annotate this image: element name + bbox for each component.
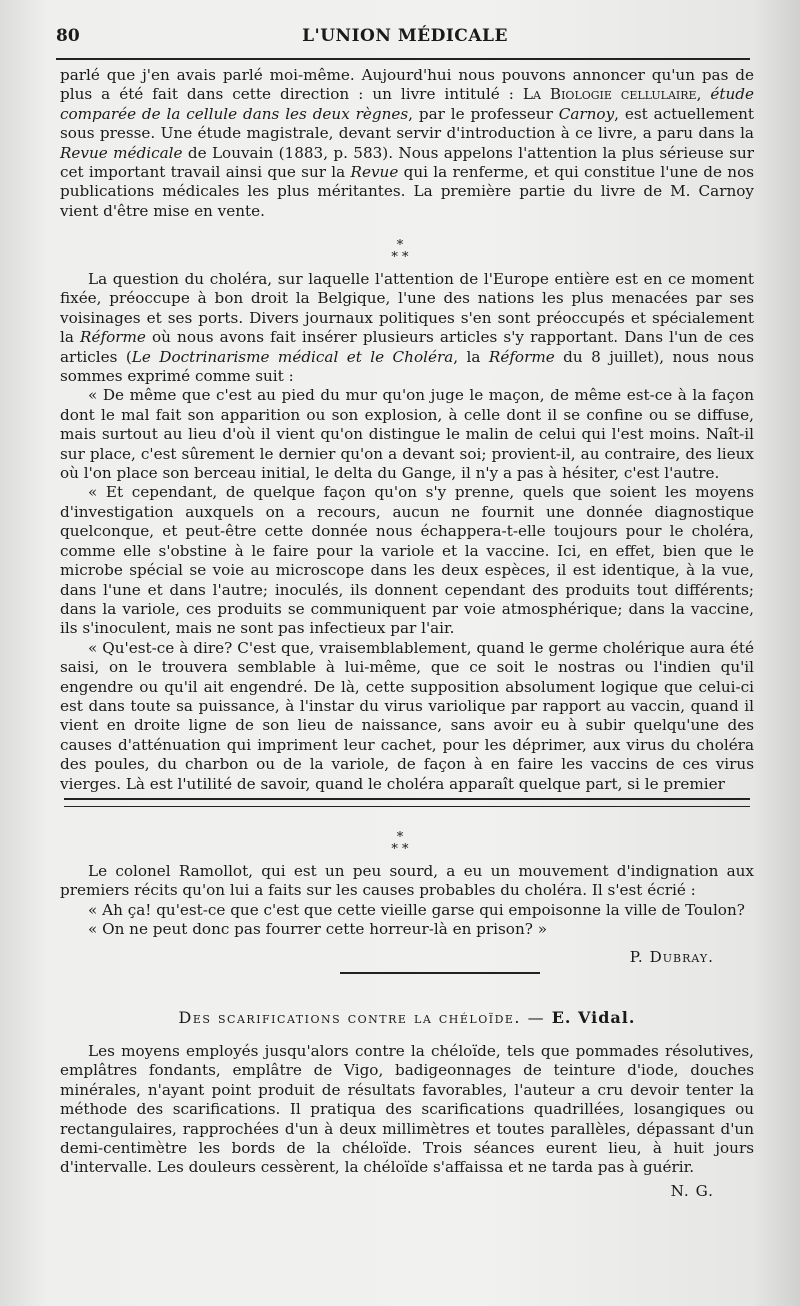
signature: N. G. — [670, 1181, 714, 1200]
signature: P. Dubray. — [629, 947, 714, 966]
page-header — [56, 22, 754, 52]
section-stars: * * * — [391, 238, 409, 265]
quote-paragraph: « Qu'est-ce à dire? C'est que, vraisemblablement, quand le germe cholérique aura été saisi, on le trouvera semblable à lui-même, que ce soit le nostras ou l'indien qu'il engendre ou qu'il ait engendré. De là, cette supposition absolument logique que celui-ci est dans toute sa puissance, à l'instar du virus variolique par rapport au vaccin, quand il vient en droite ligne de son lieu de naissance, sans avoir eu à subir quelqu'une des causes d'atténuation qui impriment leur cachet, pour les déprimer, aux virus du choléra des poules, du charbon ou de la variole, de façon à en faire les vaccins de ces virus vierges. Là est l'utilité de savoir, quand le choléra apparaît quelque part, si le premier — [60, 638, 754, 793]
anecdote-ramollot: Le colonel Ramollot, qui est un peu sourd, a eu un mouvement d'indignation aux premiers récits qu'on lui a faits sur les causes probables du choléra. Il s'est écrié : « Ah ça! qu'est-ce que c'est que cette vieille garse qui empoisonne la ville de Toulon? « On ne peut donc pas fourrer cette horreur-là en prison? » P. Dubray. — [60, 862, 754, 966]
separator-rule — [340, 972, 540, 974]
section-title: Des scarifications contre la chéloïde. — E. Vidal. — [178, 1008, 636, 1027]
page-number: 80 — [56, 26, 80, 46]
quote-paragraph: « De même que c'est au pied du mur qu'on juge le maçon, de même est-ce à la façon dont le mal fait son apparition ou son explosion, à celle dont il se confine ou se diffuse, mais surtout au lieu d'où il vient qu'on distingue le malin de celui qui l'est moins. Naît-il sur place, c'est sûrement le dernier qu'on a devant soi; provient-il, au contraire, des lieux où l'on place son berceau initial, le delta du Gange, il n'y a pas à hésiter, c'est l'autre. — [60, 386, 754, 483]
header-rule — [56, 58, 750, 60]
book-title: La Biologie cellulaire — [522, 85, 697, 104]
paragraph-carnoy: parlé que j'en avais parlé moi-même. Aujourd'hui nous pouvons annoncer qu'un pas de plus a été fait dans cette direction : un livre intitulé : La Biologie cellulaire, étude comparée de la cellule dans les deux règnes, par le professeur Carnoy, est actuellement sous presse. Une étude magistrale, devant servir d'introduction à ce livre, a paru dans la Revue médicale de Louvain (1883, p. 583). Nous appelons l'attention la plus sérieuse sur cet important travail ainsi que sur la Revue qui la renferme, et qui constitue l'une de nos publications médicales les plus méritantes. La première partie du livre de M. Carnoy vient d'être mise en vente. — [60, 66, 755, 220]
section-stars: * * * — [391, 830, 409, 857]
journal-title: L'UNION MÉDICALE — [302, 26, 508, 46]
section-author: E. Vidal. — [551, 1008, 636, 1027]
double-rule — [64, 798, 750, 807]
article-scarifications: Les moyens employés jusqu'alors contre la chéloïde, tels que pommades résolutives, emplâtres fondants, emplâtre de Vigo, badigeonnages de teinture d'iode, douches minérales, n'ayant point produit de résultats favorables, l'auteur a cru devoir tenter la méthode des scarifications. Il pratiqua des scarifications quadrillées, losangiques ou rectangulaires, rapprochées d'un à deux millimètres et toutes parallèles, dépassant d'un demi-centimètre les bords de la chéloïde. Trois séances eurent lieu, à huit jours d'intervalle. Les douleurs cessèrent, la chéloïde s'affaissa et ne tarda pas à guérir. N. G. — [60, 1042, 754, 1200]
article-cholera: La question du choléra, sur laquelle l'attention de l'Europe entière est en ce moment fixée, préoccupe à bon droit la Belgique, l'une des nations les plus menacées par ses voisinages et ses ports. Divers journaux politiques s'en sont préoccupés et spécialement la Réforme où nous avons fait insérer plusieurs articles s'y rapportant. Dans l'un de ces articles (Le Doctrinarisme médical et le Choléra, la Réforme du 8 juillet), nous nous sommes exprimé comme suit : « De même que c'est au pied du mur qu'on juge le maçon, de même est-ce à la façon dont le mal fait son apparition ou son explosion, à celle dont il se confine ou se diffuse, mais surtout au lieu d'où il vient qu'on distingue le malin de celui qui l'est moins. Naît-il sur place, c'est sûrement le dernier qu'on a devant soi; provient-il, au contraire, des lieux où l'on place son berceau initial, le delta du Gange, il n'y a pas à hésiter, c'est l'autre. « Et cependant, de quelque façon qu'on s'y prenne, quels que soient les moyens d'investigation auxquels on a recours, aucun ne fournit une donnée diagnostique quelconque, et peut-être cette donnée nous échappera-t-elle toujours pour le choléra, comme elle s'obstine à le faire pour la variole et la vaccine. Ici, en effet, bien que le microbe spécial se voie au microscope dans les deux espèces, il est identique, à la vue, dans l'une et dans l'autre; inoculés, ils donnent cependant des produits tout différents; dans la variole, ces produits se communiquent par voie atmosphérique; dans la vaccine, ils s'inoculent, mais ne sont pas infectieux par l'air. « Qu'est-ce à dire? C'est que, vraisemblablement, quand le germe cholérique aura été saisi, on le trouvera semblable à lui-même, que ce soit le nostras ou l'indien qu'il engendre ou qu'il ait engendré. De là, cette supposition absolument logique que celui-ci est dans toute sa puissance, à l'instar du virus variolique par rapport au vaccin, quand il vient en droite ligne de son lieu de naissance, sans avoir eu à subir quelqu'une des causes d'atténuation qui impriment leur cachet, pour les déprimer, aux virus du choléra des poules, du charbon ou de la variole, de façon à en faire les vaccins de ces virus vierges. Là est l'utilité de savoir, quand le choléra apparaît quelque part, si le premier — [60, 270, 754, 793]
quote-paragraph: « Et cependant, de quelque façon qu'on s'y prenne, quels que soient les moyens d'investigation auxquels on a recours, aucun ne fournit une donnée diagnostique quelconque, et peut-être cette donnée nous échappera-t-elle toujours pour le choléra, comme elle s'obstine à le faire pour la variole et la vaccine. Ici, en effet, bien que le microbe spécial se voie au microscope dans les deux espèces, il est identique, à la vue, dans l'une et dans l'autre; inoculés, ils donnent cependant des produits tout différents; dans la variole, ces produits se communiquent par voie atmosphérique; dans la vaccine, ils s'inoculent, mais ne sont pas infectieux par l'air. — [60, 483, 754, 638]
